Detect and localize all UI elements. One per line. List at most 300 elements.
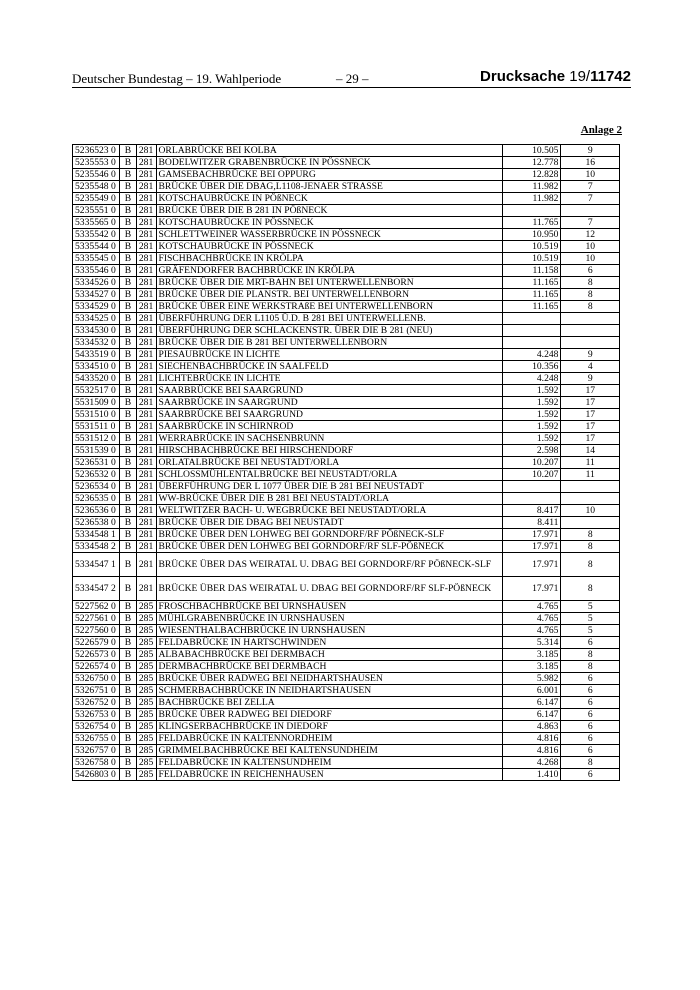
road-category-cell: B — [120, 181, 136, 193]
table-row — [73, 733, 620, 745]
section-value-cell: 3.185 — [502, 661, 560, 673]
count-value-cell: 6 — [561, 733, 620, 745]
bridge-id-cell: 5531510 0 — [73, 409, 120, 421]
road-category-cell: B — [120, 553, 136, 577]
section-value-cell: 10.950 — [502, 229, 560, 241]
section-value-cell: 11.982 — [502, 193, 560, 205]
count-value-cell: 6 — [561, 697, 620, 709]
bridge-name-cell: GRÄFENDORFER BACHBRÜCKE IN KRÖLPA — [156, 265, 502, 277]
table-row — [73, 397, 620, 409]
bridge-id-cell: 5236532 0 — [73, 469, 120, 481]
bridge-id-cell: 5227560 0 — [73, 625, 120, 637]
road-category-cell: B — [120, 241, 136, 253]
road-category-cell: B — [120, 649, 136, 661]
road-category-cell: B — [120, 349, 136, 361]
count-value-cell: 6 — [561, 769, 620, 781]
bridge-name-cell: GAMSEBACHBRÜCKE BEI OPPURG — [156, 169, 502, 181]
bridge-name-cell: WERRABRÜCKE IN SACHSENBRUNN — [156, 433, 502, 445]
bridge-id-cell: 5532517 0 — [73, 385, 120, 397]
table-row — [73, 217, 620, 229]
bridge-name-cell: MÜHLGRABENBRÜCKE IN URNSHAUSEN — [156, 613, 502, 625]
bridge-id-cell: 5335546 0 — [73, 265, 120, 277]
road-number-cell: 281 — [136, 241, 156, 253]
road-number-cell: 281 — [136, 469, 156, 481]
count-value-cell: 10 — [561, 505, 620, 517]
table-row — [73, 409, 620, 421]
road-category-cell: B — [120, 205, 136, 217]
section-value-cell — [502, 481, 560, 493]
count-value-cell: 17 — [561, 385, 620, 397]
road-category-cell: B — [120, 661, 136, 673]
table-row — [73, 265, 620, 277]
bridge-id-cell: 5236538 0 — [73, 517, 120, 529]
road-number-cell: 281 — [136, 397, 156, 409]
road-category-cell: B — [120, 193, 136, 205]
road-number-cell: 285 — [136, 661, 156, 673]
bridge-id-cell: 5334547 2 — [73, 577, 120, 601]
count-value-cell: 9 — [561, 349, 620, 361]
road-category-cell: B — [120, 457, 136, 469]
bridge-table — [72, 144, 620, 781]
count-value-cell: 8 — [561, 757, 620, 769]
section-value-cell: 1.592 — [502, 385, 560, 397]
bridge-name-cell: GRIMMELBACHBRÜCKE BEI KALTENSUNDHEIM — [156, 745, 502, 757]
road-number-cell: 281 — [136, 445, 156, 457]
table-row — [73, 745, 620, 757]
section-value-cell: 11.158 — [502, 265, 560, 277]
bridge-name-cell: BRÜCKE ÜBER DAS WEIRATAL U. DBAG BEI GORNDORF/RF SLF-PÖßNECK — [156, 577, 502, 601]
bridge-id-cell: 5227562 0 — [73, 601, 120, 613]
section-value-cell: 4.816 — [502, 745, 560, 757]
count-value-cell: 6 — [561, 673, 620, 685]
road-number-cell: 285 — [136, 709, 156, 721]
road-number-cell: 285 — [136, 673, 156, 685]
section-value-cell: 11.982 — [502, 181, 560, 193]
count-value-cell — [561, 337, 620, 349]
road-number-cell: 281 — [136, 253, 156, 265]
road-category-cell: B — [120, 721, 136, 733]
bridge-name-cell: ORLABRÜCKE BEI KOLBA — [156, 145, 502, 157]
table-row — [73, 625, 620, 637]
section-value-cell: 4.816 — [502, 733, 560, 745]
count-value-cell: 6 — [561, 637, 620, 649]
bridge-id-cell: 5334547 1 — [73, 553, 120, 577]
bridge-id-cell: 5235548 0 — [73, 181, 120, 193]
road-category-cell: B — [120, 289, 136, 301]
section-value-cell: 11.165 — [502, 289, 560, 301]
document-number — [480, 68, 631, 85]
section-value-cell: 8.411 — [502, 517, 560, 529]
count-value-cell: 12 — [561, 229, 620, 241]
road-category-cell: B — [120, 253, 136, 265]
road-category-cell: B — [120, 613, 136, 625]
bridge-name-cell: WW-BRÜCKE ÜBER DIE B 281 BEI NEUSTADT/ORLA — [156, 493, 502, 505]
table-row — [73, 709, 620, 721]
table-row — [73, 313, 620, 325]
count-value-cell: 8 — [561, 289, 620, 301]
road-category-cell: B — [120, 733, 136, 745]
road-category-cell: B — [120, 373, 136, 385]
road-category-cell: B — [120, 325, 136, 337]
table-row — [73, 169, 620, 181]
road-number-cell: 281 — [136, 169, 156, 181]
bridge-name-cell: BRÜCKE ÜBER DIE MRT-BAHN BEI UNTERWELLENBORN — [156, 277, 502, 289]
table-row — [73, 229, 620, 241]
bridge-id-cell: 5235546 0 — [73, 169, 120, 181]
count-value-cell — [561, 205, 620, 217]
section-value-cell: 17.971 — [502, 577, 560, 601]
bridge-id-cell: 5334525 0 — [73, 313, 120, 325]
section-value-cell: 17.971 — [502, 529, 560, 541]
section-value-cell: 10.207 — [502, 457, 560, 469]
table-row — [73, 181, 620, 193]
road-category-cell: B — [120, 577, 136, 601]
bridge-name-cell: ORLATALBRÜCKE BEI NEUSTADT/ORLA — [156, 457, 502, 469]
section-value-cell: 1.592 — [502, 421, 560, 433]
count-value-cell: 7 — [561, 181, 620, 193]
road-number-cell: 285 — [136, 601, 156, 613]
road-category-cell: B — [120, 685, 136, 697]
section-value-cell: 3.185 — [502, 649, 560, 661]
table-row — [73, 697, 620, 709]
road-category-cell: B — [120, 697, 136, 709]
bridge-id-cell: 5227561 0 — [73, 613, 120, 625]
count-value-cell: 6 — [561, 745, 620, 757]
bridge-name-cell: FELDABRÜCKE IN KALTENNORDHEIM — [156, 733, 502, 745]
bridge-name-cell: PIESAUBRÜCKE IN LICHTE — [156, 349, 502, 361]
road-category-cell: B — [120, 493, 136, 505]
road-number-cell: 281 — [136, 505, 156, 517]
section-value-cell — [502, 493, 560, 505]
count-value-cell: 8 — [561, 553, 620, 577]
road-number-cell: 281 — [136, 145, 156, 157]
table-row — [73, 325, 620, 337]
road-category-cell: B — [120, 385, 136, 397]
road-category-cell: B — [120, 421, 136, 433]
bridge-id-cell: 5531509 0 — [73, 397, 120, 409]
road-number-cell: 281 — [136, 217, 156, 229]
table-row — [73, 637, 620, 649]
bridge-name-cell: SAARBRÜCKE IN SAARGRUND — [156, 397, 502, 409]
section-value-cell: 10.519 — [502, 253, 560, 265]
road-number-cell: 285 — [136, 613, 156, 625]
count-value-cell: 8 — [561, 577, 620, 601]
table-row — [73, 241, 620, 253]
table-row — [73, 649, 620, 661]
section-value-cell: 10.207 — [502, 469, 560, 481]
count-value-cell: 10 — [561, 253, 620, 265]
bridge-id-cell: 5326753 0 — [73, 709, 120, 721]
section-value-cell: 8.417 — [502, 505, 560, 517]
count-value-cell: 7 — [561, 217, 620, 229]
bridge-id-cell: 5326750 0 — [73, 673, 120, 685]
bridge-id-cell: 5335544 0 — [73, 241, 120, 253]
bridge-id-cell: 5334529 0 — [73, 301, 120, 313]
bridge-name-cell: ÜBERFÜHRUNG DER L1105 Ü.D. B 281 BEI UNTERWELLENB. — [156, 313, 502, 325]
road-category-cell: B — [120, 313, 136, 325]
table-row — [73, 433, 620, 445]
bridge-name-cell: BRÜCKE ÜBER DIE PLANSTR. BEI UNTERWELLENBORN — [156, 289, 502, 301]
table-row — [73, 193, 620, 205]
road-category-cell: B — [120, 145, 136, 157]
bridge-name-cell: BRÜCKE ÜBER EINE WERKSTRAßE BEI UNTERWELLENBORN — [156, 301, 502, 313]
table-row — [73, 529, 620, 541]
count-value-cell: 6 — [561, 709, 620, 721]
count-value-cell: 10 — [561, 241, 620, 253]
road-category-cell: B — [120, 505, 136, 517]
road-category-cell: B — [120, 517, 136, 529]
road-number-cell: 281 — [136, 361, 156, 373]
bridge-name-cell: ÜBERFÜHRUNG DER SCHLACKENSTR. ÜBER DIE B 281 (NEU) — [156, 325, 502, 337]
road-category-cell: B — [120, 169, 136, 181]
road-category-cell: B — [120, 277, 136, 289]
count-value-cell: 17 — [561, 397, 620, 409]
road-number-cell: 281 — [136, 265, 156, 277]
count-value-cell: 5 — [561, 613, 620, 625]
section-value-cell: 1.410 — [502, 769, 560, 781]
bridge-name-cell: FROSCHBACHBRÜCKE BEI URNSHAUSEN — [156, 601, 502, 613]
header-rule — [72, 87, 631, 88]
count-value-cell — [561, 325, 620, 337]
section-value-cell: 5.982 — [502, 673, 560, 685]
road-number-cell: 281 — [136, 385, 156, 397]
section-value-cell: 1.592 — [502, 397, 560, 409]
bridge-id-cell: 5226579 0 — [73, 637, 120, 649]
bridge-name-cell: BRÜCKE ÜBER DIE B 281 IN PÖßNECK — [156, 205, 502, 217]
count-value-cell: 8 — [561, 661, 620, 673]
bridge-name-cell: LICHTEBRÜCKE IN LICHTE — [156, 373, 502, 385]
road-number-cell: 281 — [136, 541, 156, 553]
count-value-cell: 8 — [561, 529, 620, 541]
section-value-cell: 12.778 — [502, 157, 560, 169]
document-number-prefix: Drucksache — [480, 68, 570, 85]
count-value-cell: 4 — [561, 361, 620, 373]
bridge-id-cell: 5334530 0 — [73, 325, 120, 337]
section-value-cell: 11.165 — [502, 277, 560, 289]
table-row — [73, 373, 620, 385]
bridge-id-cell: 5226574 0 — [73, 661, 120, 673]
section-value-cell: 4.863 — [502, 721, 560, 733]
road-number-cell: 285 — [136, 649, 156, 661]
count-value-cell: 5 — [561, 625, 620, 637]
section-value-cell: 6.147 — [502, 697, 560, 709]
bridge-name-cell: WELTWITZER BACH- U. WEGBRÜCKE BEI NEUSTADT/ORLA — [156, 505, 502, 517]
section-value-cell: 11.165 — [502, 301, 560, 313]
road-number-cell: 281 — [136, 277, 156, 289]
table-row — [73, 457, 620, 469]
road-number-cell: 285 — [136, 757, 156, 769]
count-value-cell: 11 — [561, 457, 620, 469]
bridge-name-cell: SAARBRÜCKE BEI SAARGRUND — [156, 385, 502, 397]
section-value-cell: 10.356 — [502, 361, 560, 373]
road-number-cell: 281 — [136, 289, 156, 301]
road-category-cell: B — [120, 469, 136, 481]
road-number-cell: 281 — [136, 529, 156, 541]
road-category-cell: B — [120, 757, 136, 769]
section-value-cell: 4.765 — [502, 625, 560, 637]
road-number-cell: 281 — [136, 229, 156, 241]
road-number-cell: 285 — [136, 745, 156, 757]
table-row — [73, 301, 620, 313]
count-value-cell: 14 — [561, 445, 620, 457]
road-category-cell: B — [120, 673, 136, 685]
road-number-cell: 281 — [136, 481, 156, 493]
bridge-id-cell: 5236536 0 — [73, 505, 120, 517]
road-number-cell: 281 — [136, 517, 156, 529]
bridge-id-cell: 5236523 0 — [73, 145, 120, 157]
road-number-cell: 285 — [136, 697, 156, 709]
road-number-cell: 285 — [136, 685, 156, 697]
road-number-cell: 281 — [136, 553, 156, 577]
section-value-cell: 6.147 — [502, 709, 560, 721]
road-category-cell: B — [120, 481, 136, 493]
table-row — [73, 481, 620, 493]
section-value-cell: 1.592 — [502, 433, 560, 445]
section-value-cell: 4.765 — [502, 601, 560, 613]
bridge-name-cell: FELDABRÜCKE IN HARTSCHWINDEN — [156, 637, 502, 649]
count-value-cell: 8 — [561, 649, 620, 661]
section-value-cell — [502, 313, 560, 325]
bridge-id-cell: 5531511 0 — [73, 421, 120, 433]
road-category-cell: B — [120, 625, 136, 637]
road-category-cell: B — [120, 745, 136, 757]
table-row — [73, 673, 620, 685]
bridge-name-cell: WIESENTHALBACHBRÜCKE IN URNSHAUSEN — [156, 625, 502, 637]
bridge-id-cell: 5236535 0 — [73, 493, 120, 505]
section-value-cell — [502, 337, 560, 349]
section-value-cell: 4.268 — [502, 757, 560, 769]
road-number-cell: 281 — [136, 493, 156, 505]
bridge-id-cell: 5433519 0 — [73, 349, 120, 361]
table-row — [73, 541, 620, 553]
road-number-cell: 281 — [136, 577, 156, 601]
road-number-cell: 285 — [136, 625, 156, 637]
bridge-name-cell: SCHLETTWEINER WASSERBRÜCKE IN PÖSSNECK — [156, 229, 502, 241]
bridge-id-cell: 5335545 0 — [73, 253, 120, 265]
table-row — [73, 577, 620, 601]
count-value-cell: 11 — [561, 469, 620, 481]
road-category-cell: B — [120, 337, 136, 349]
bridge-id-cell: 5326757 0 — [73, 745, 120, 757]
section-value-cell: 11.765 — [502, 217, 560, 229]
bridge-id-cell: 5334527 0 — [73, 289, 120, 301]
count-value-cell: 5 — [561, 601, 620, 613]
count-value-cell: 6 — [561, 265, 620, 277]
bridge-name-cell: BRÜCKE ÜBER DEN LOHWEG BEI GORNDORF/RF PÖßNECK-SLF — [156, 529, 502, 541]
road-number-cell: 285 — [136, 769, 156, 781]
bridge-id-cell: 5235549 0 — [73, 193, 120, 205]
table-row — [73, 253, 620, 265]
annex-label: Anlage 2 — [580, 124, 622, 136]
table-row — [73, 769, 620, 781]
table-row — [73, 553, 620, 577]
road-number-cell: 281 — [136, 325, 156, 337]
road-number-cell: 281 — [136, 373, 156, 385]
road-category-cell: B — [120, 601, 136, 613]
road-category-cell: B — [120, 361, 136, 373]
road-number-cell: 281 — [136, 349, 156, 361]
bridge-name-cell: KOTSCHAUBRÜCKE IN PÖßNECK — [156, 193, 502, 205]
road-category-cell: B — [120, 301, 136, 313]
section-value-cell: 1.592 — [502, 409, 560, 421]
table-row — [73, 721, 620, 733]
table-row — [73, 277, 620, 289]
bridge-id-cell: 5326752 0 — [73, 697, 120, 709]
road-number-cell: 285 — [136, 637, 156, 649]
bridge-id-cell: 5531512 0 — [73, 433, 120, 445]
bridge-name-cell: BRÜCKE ÜBER DEN LOHWEG BEI GORNDORF/RF SLF-PÖßNECK — [156, 541, 502, 553]
section-value-cell: 4.248 — [502, 349, 560, 361]
bridge-name-cell: FISCHBACHBRÜCKE IN KRÖLPA — [156, 253, 502, 265]
road-number-cell: 281 — [136, 301, 156, 313]
bridge-name-cell: BRÜCKE ÜBER DAS WEIRATAL U. DBAG BEI GORNDORF/RF PÖßNECK-SLF — [156, 553, 502, 577]
bridge-name-cell: BRÜCKE ÜBER RADWEG BEI NEIDHARTSHAUSEN — [156, 673, 502, 685]
table-row — [73, 385, 620, 397]
road-number-cell: 281 — [136, 181, 156, 193]
road-number-cell: 285 — [136, 721, 156, 733]
table-row — [73, 505, 620, 517]
road-category-cell: B — [120, 217, 136, 229]
count-value-cell: 17 — [561, 433, 620, 445]
section-value-cell — [502, 205, 560, 217]
bridge-id-cell: 5236534 0 — [73, 481, 120, 493]
road-category-cell: B — [120, 541, 136, 553]
section-value-cell: 10.505 — [502, 145, 560, 157]
table-row — [73, 145, 620, 157]
road-category-cell: B — [120, 445, 136, 457]
table-row — [73, 205, 620, 217]
bridge-id-cell: 5235551 0 — [73, 205, 120, 217]
bridge-name-cell: KLINGSERBACHBRÜCKE IN DIEDORF — [156, 721, 502, 733]
bridge-name-cell: SIECHENBACHBRÜCKE IN SAALFELD — [156, 361, 502, 373]
bridge-name-cell: ALBABACHBRÜCKE BEI DERMBACH — [156, 649, 502, 661]
road-number-cell: 281 — [136, 421, 156, 433]
table-row — [73, 469, 620, 481]
count-value-cell: 7 — [561, 193, 620, 205]
table-row — [73, 337, 620, 349]
count-value-cell: 9 — [561, 373, 620, 385]
bridge-name-cell: DERMBACHBRÜCKE BEI DERMBACH — [156, 661, 502, 673]
count-value-cell: 8 — [561, 541, 620, 553]
count-value-cell: 8 — [561, 277, 620, 289]
page-header — [72, 68, 631, 88]
section-value-cell — [502, 325, 560, 337]
bridge-name-cell: BRÜCKE ÜBER DIE DBAG BEI NEUSTADT — [156, 517, 502, 529]
bridge-id-cell: 5236531 0 — [73, 457, 120, 469]
table-row — [73, 757, 620, 769]
bridge-name-cell: FELDABRÜCKE IN KALTENSUNDHEIM — [156, 757, 502, 769]
bridge-name-cell: SAARBRÜCKE IN SCHIRNROD — [156, 421, 502, 433]
count-value-cell: 10 — [561, 169, 620, 181]
road-category-cell: B — [120, 409, 136, 421]
section-value-cell: 10.519 — [502, 241, 560, 253]
count-value-cell — [561, 481, 620, 493]
road-category-cell: B — [120, 157, 136, 169]
road-category-cell: B — [120, 433, 136, 445]
section-value-cell: 4.248 — [502, 373, 560, 385]
bridge-name-cell: FELDABRÜCKE IN REICHENHAUSEN — [156, 769, 502, 781]
count-value-cell: 6 — [561, 721, 620, 733]
road-number-cell: 285 — [136, 733, 156, 745]
road-category-cell: B — [120, 769, 136, 781]
count-value-cell: 9 — [561, 145, 620, 157]
bridge-id-cell: 5326758 0 — [73, 757, 120, 769]
road-number-cell: 281 — [136, 313, 156, 325]
bridge-id-cell: 5326751 0 — [73, 685, 120, 697]
bridge-id-cell: 5433520 0 — [73, 373, 120, 385]
bridge-name-cell: BODELWITZER GRABENBRÜCKE IN PÖSSNECK — [156, 157, 502, 169]
count-value-cell — [561, 517, 620, 529]
